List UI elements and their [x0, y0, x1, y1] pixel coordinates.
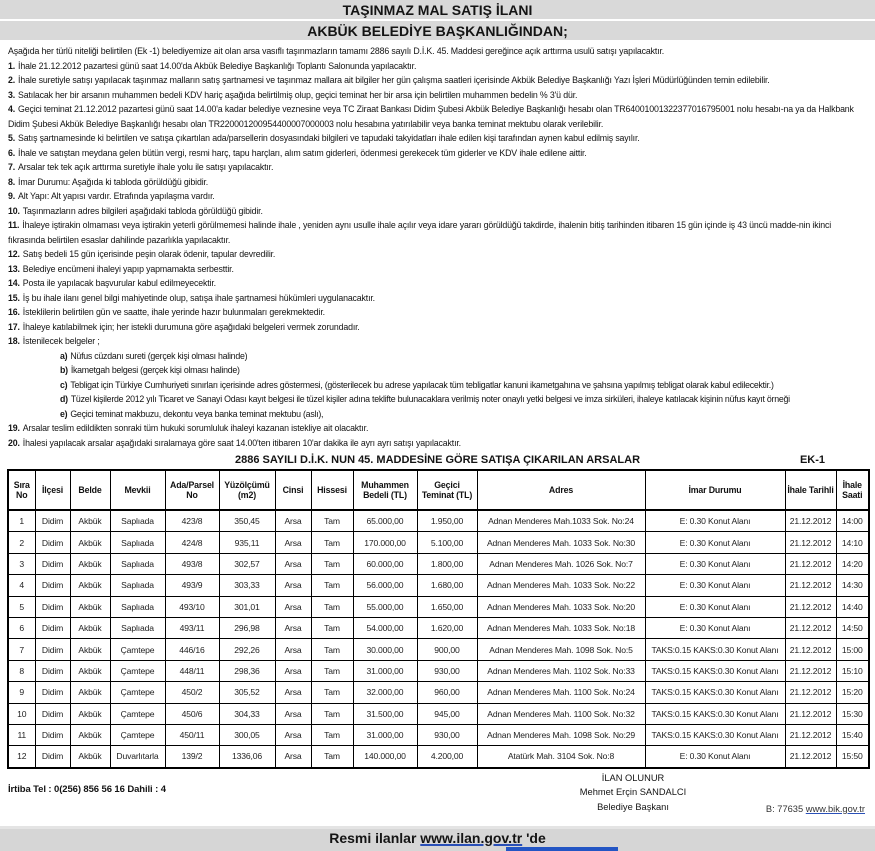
table-cell: 14:30	[836, 575, 869, 596]
table-cell: 930,00	[417, 724, 477, 745]
table-cell: 5.100,00	[417, 532, 477, 553]
table-cell: 21.12.2012	[785, 510, 836, 532]
column-header: Mevkii	[110, 470, 165, 510]
table-cell: Arsa	[275, 553, 311, 574]
notice-item	[8, 204, 868, 219]
notice-item	[8, 59, 868, 74]
table-cell: 139/2	[165, 746, 219, 768]
table-cell: 1336,06	[219, 746, 275, 768]
item-number: 14.	[8, 278, 20, 288]
notice-sub-item	[8, 392, 868, 407]
sub-item-text: Geçici teminat makbuzu, dekontu veya banka teminat mektubu (aslı),	[70, 408, 324, 419]
table-cell: 10	[8, 703, 35, 724]
notice-list	[8, 59, 868, 451]
table-cell: 140.000,00	[353, 746, 417, 768]
item-number: 18.	[8, 336, 20, 346]
table-cell: Didim	[35, 682, 70, 703]
table-cell: E: 0.30 Konut Alanı	[645, 746, 785, 768]
table-cell: 21.12.2012	[785, 703, 836, 724]
table-cell: 31.000,00	[353, 724, 417, 745]
item-number: 8.	[8, 176, 16, 187]
notice-body	[0, 40, 875, 450]
table-cell: 30.000,00	[353, 639, 417, 660]
table-cell: 296,98	[219, 617, 275, 638]
table-cell: E: 0.30 Konut Alanı	[645, 553, 785, 574]
notice-item	[8, 73, 868, 88]
table-cell: Saplıada	[110, 575, 165, 596]
sub-item-text: Nüfus cüzdanı sureti (gerçek kişi olması halinde)	[70, 350, 248, 361]
notice-item	[8, 276, 868, 291]
table-cell: Adnan Menderes Mah. 1100 Sok. No:32	[477, 703, 645, 724]
notice-item	[8, 189, 868, 204]
notice-item	[8, 305, 868, 320]
table-cell: 303,33	[219, 575, 275, 596]
table-cell: Arsa	[275, 703, 311, 724]
table-cell: 446/16	[165, 639, 219, 660]
notice-item	[8, 160, 868, 175]
item-text: Satış şartnamesinde ki belirtilen ve satışa çıkartılan ada/parsellerin dosyasındaki bilgileri ve tapudaki takyidatları ihale edilen kişi tarafından aynen kabul edilmiş sayılır.	[18, 133, 640, 143]
column-header: Sıra No	[8, 470, 35, 510]
signer-name: Mehmet Erçin SANDALCI	[579, 787, 687, 798]
item-number: 19.	[8, 423, 20, 433]
page-subtitle: AKBÜK BELEDİYE BAŞKANLIĞINDAN;	[307, 23, 568, 39]
table-cell: Didim	[35, 510, 70, 532]
bik-reference	[766, 804, 865, 814]
table-row	[8, 724, 869, 745]
item-number: 17.	[8, 321, 20, 332]
table-cell: 424/8	[165, 532, 219, 553]
notice-item	[8, 102, 868, 131]
table-cell: 31.000,00	[353, 660, 417, 681]
item-text: İstenilecek belgeler ;	[22, 336, 100, 346]
table-cell: Saplıada	[110, 553, 165, 574]
item-text: İmar Durumu: Aşağıda ki tabloda görüldüğü gibidir.	[18, 176, 209, 187]
table-cell: Çamtepe	[110, 703, 165, 724]
table-cell: E: 0.30 Konut Alanı	[645, 617, 785, 638]
table-cell: Adnan Menderes Mah. 1102 Sok. No:33	[477, 660, 645, 681]
intro-paragraph: Aşağıda her türlü niteliği belirtilen (Ek -1) belediyemize ait olan arsa vasıflı taşınmazların tamamı 2886 sayılı D.İ.K. 45. Maddesi gereğince açık arttırma usulü satışı yapılacaktır.	[8, 46, 665, 56]
table-cell: Çamtepe	[110, 724, 165, 745]
bik-url-link[interactable]: www.bik.gov.tr	[805, 803, 865, 814]
table-cell: 945,00	[417, 703, 477, 724]
item-text: İhaleye iştirakin olmaması veya iştirakin yeterli görülmemesi halinde ihale , yeniden aynı usulle ihale açılır veya idare yararı görüldüğü takdirde, ihalenin bitiş tarihinden itibaren 15 gün içinde iş 43 üncü madde-nin ikinci fıkrasında belirtilen esaslar dahilinde pazarlıkla yapılacaktır.	[8, 220, 832, 245]
column-header: Geçici Teminat (TL)	[417, 470, 477, 510]
table-cell: 6	[8, 617, 35, 638]
item-text: Satılacak her bir arsanın muhammen bedeli KDV hariç aşağıda belirtilmiş olup, geçici teminat her bir arsa için belirtilen muhammen bedelin % 3'ü dür.	[18, 89, 578, 100]
table-cell: Didim	[35, 532, 70, 553]
table-cell: Saplıada	[110, 532, 165, 553]
table-cell: 7	[8, 639, 35, 660]
table-cell: TAKS:0.15 KAKS:0.30 Konut Alanı	[645, 682, 785, 703]
notice-sub-item	[8, 349, 868, 364]
notice-item	[8, 421, 868, 436]
table-cell: 5	[8, 596, 35, 617]
sub-item-letter: a)	[60, 350, 68, 361]
table-cell: Arsa	[275, 682, 311, 703]
table-cell: Arsa	[275, 510, 311, 532]
bottom-bar-suffix: 'de	[526, 830, 546, 846]
table-cell: Didim	[35, 746, 70, 768]
table-cell: TAKS:0.15 KAKS:0.30 Konut Alanı	[645, 660, 785, 681]
table-cell: 304,33	[219, 703, 275, 724]
page-title: TAŞINMAZ MAL SATIŞ İLANI	[342, 2, 533, 18]
column-header: Yüzölçümü (m2)	[219, 470, 275, 510]
table-cell: 21.12.2012	[785, 746, 836, 768]
bik-code: B: 77635	[765, 803, 804, 814]
notice-sub-item	[8, 363, 868, 378]
bottom-bar	[0, 826, 875, 851]
table-cell: Akbük	[70, 553, 110, 574]
table-cell: Didim	[35, 617, 70, 638]
item-text: Belediye encümeni ihaleyi yapıp yapmamakta serbesttir.	[22, 263, 234, 274]
item-text: Alt Yapı: Alt yapısı vardır. Etrafında yapılaşma vardır.	[18, 191, 215, 201]
table-cell: 493/11	[165, 617, 219, 638]
table-cell: Arsa	[275, 617, 311, 638]
table-row	[8, 682, 869, 703]
table-cell: Tam	[311, 682, 353, 703]
table-cell: 14:50	[836, 617, 869, 638]
table-cell: 21.12.2012	[785, 596, 836, 617]
table-body	[8, 510, 869, 768]
notice-item	[8, 88, 868, 103]
item-text: Arsalar teslim edildikten sonraki tüm hukuki sorumluluk ihaleyi kazanan istekliye ait olacaktır.	[22, 423, 369, 433]
table-cell: Saplıada	[110, 510, 165, 532]
column-header: Hissesi	[311, 470, 353, 510]
table-cell: TAKS:0.15 KAKS:0.30 Konut Alanı	[645, 639, 785, 660]
sub-item-text: Tebligat için Türkiye Cumhuriyeti sınırları içerisinde adres göstermesi, (gösterilecek bu adrese yapılacak tüm tebligatlar kanuni ikametgahına ve şahsına yapılmış tebligat olarak kabul edilecektir.)	[70, 379, 774, 390]
table-row	[8, 575, 869, 596]
sub-item-letter: c)	[60, 379, 68, 390]
table-cell: Tam	[311, 703, 353, 724]
table-cell: Akbük	[70, 617, 110, 638]
table-cell: 15:00	[836, 639, 869, 660]
table-row	[8, 617, 869, 638]
item-text: İhale ve satıştan meydana gelen bütün vergi, resmi harç, tapu harçları, alım satım giderleri, ödenmesi gerekecek tüm giderler ve KDV ihale edilene aittir.	[18, 147, 587, 158]
table-cell: 21.12.2012	[785, 575, 836, 596]
table-cell: Akbük	[70, 724, 110, 745]
table-cell: Didim	[35, 553, 70, 574]
table-cell: 450/6	[165, 703, 219, 724]
item-text: Geçici teminat 21.12.2012 pazartesi günü saat 14.00'a kadar belediye veznesine veya TC Ziraat Bankası Didim Şubesi Akbük Belediye Başkanlığı hesabı olan TR64001001322377016795001 nolu hesabı-na ya da Halkbank Didim Şubesi Akbük Belediye Başkanlığı hesabı olan TR220001200954400007000003 nolu hesabına yatırılabilir veya banka teminat mektubu olarak verilebilir.	[8, 104, 854, 129]
item-text: İhale 21.12.2012 pazartesi günü saat 14.00'da Akbük Belediye Başkanlığı Toplantı Salonunda yapılacaktır.	[18, 60, 417, 71]
footer	[8, 771, 867, 817]
table-cell: 31.500,00	[353, 703, 417, 724]
table-cell: E: 0.30 Konut Alanı	[645, 532, 785, 553]
table-cell: E: 0.30 Konut Alanı	[645, 575, 785, 596]
column-header: İhale Tarihli	[785, 470, 836, 510]
table-cell: Tam	[311, 746, 353, 768]
table-cell: 493/9	[165, 575, 219, 596]
table-cell: 450/2	[165, 682, 219, 703]
item-text: İsteklilerin belirtilen gün ve saatte, ihale yerinde hazır bulunmaları gerekmektedir.	[22, 307, 325, 317]
table-cell: 350,45	[219, 510, 275, 532]
item-number: 2.	[8, 75, 16, 85]
table-cell: Akbük	[70, 596, 110, 617]
table-cell: Çamtepe	[110, 639, 165, 660]
table-cell: Tam	[311, 596, 353, 617]
table-cell: 56.000,00	[353, 575, 417, 596]
table-cell: Akbük	[70, 682, 110, 703]
notice-sub-item	[8, 378, 868, 393]
column-header: Belde	[70, 470, 110, 510]
table-cell: Çamtepe	[110, 682, 165, 703]
bottom-bar-prefix: Resmi ilanlar	[329, 830, 417, 846]
item-number: 20.	[8, 437, 20, 448]
sub-item-letter: e)	[60, 408, 68, 419]
column-header: Muhammen Bedeli (TL)	[353, 470, 417, 510]
table-cell: Tam	[311, 510, 353, 532]
ilan-url-link[interactable]: www.ilan.gov.tr	[420, 830, 523, 846]
annex-label: EK-1	[799, 454, 825, 466]
item-number: 6.	[8, 147, 16, 158]
table-cell: Adnan Menderes Mah. 1098 Sok. No:29	[477, 724, 645, 745]
table-cell: Adnan Menderes Mah. 1033 Sok. No:22	[477, 575, 645, 596]
table-cell: Adnan Menderes Mah. 1026 Sok. No:7	[477, 553, 645, 574]
table-cell: 493/10	[165, 596, 219, 617]
notice-item	[8, 436, 868, 451]
table-cell: Adnan Menderes Mah. 1033 Sok. No:20	[477, 596, 645, 617]
item-number: 3.	[8, 89, 16, 100]
table-cell: 450/11	[165, 724, 219, 745]
table-cell: 4	[8, 575, 35, 596]
table-cell: 300,05	[219, 724, 275, 745]
table-cell: 55.000,00	[353, 596, 417, 617]
table-row	[8, 639, 869, 660]
table-cell: 21.12.2012	[785, 617, 836, 638]
notice-sub-item	[8, 407, 868, 422]
table-cell: 15:50	[836, 746, 869, 768]
item-number: 10.	[8, 205, 20, 216]
item-number: 4.	[8, 104, 16, 114]
table-cell: 305,52	[219, 682, 275, 703]
table-cell: Akbük	[70, 510, 110, 532]
table-cell: 1.650,00	[417, 596, 477, 617]
table-cell: 423/8	[165, 510, 219, 532]
table-cell: 14:10	[836, 532, 869, 553]
table-cell: 900,00	[417, 639, 477, 660]
table-cell: Didim	[35, 703, 70, 724]
table-cell: 1.950,00	[417, 510, 477, 532]
table-cell: Adnan Menderes Mah. 1100 Sok. No:24	[477, 682, 645, 703]
signer-title: Belediye Başkanı	[597, 801, 669, 812]
table-cell: Arsa	[275, 596, 311, 617]
column-header: Adres	[477, 470, 645, 510]
table-cell: Adnan Menderes Mah. 1033 Sok. No:18	[477, 617, 645, 638]
table-cell: Didim	[35, 660, 70, 681]
table-cell: 14:20	[836, 553, 869, 574]
title-band	[0, 0, 875, 19]
table-cell: 65.000,00	[353, 510, 417, 532]
column-header: İlçesi	[35, 470, 70, 510]
table-cell: 448/11	[165, 660, 219, 681]
table-row	[8, 660, 869, 681]
table-cell: Adnan Menderes Mah. 1033 Sok. No:30	[477, 532, 645, 553]
table-cell: 4.200,00	[417, 746, 477, 768]
item-number: 1.	[8, 60, 16, 71]
table-row	[8, 746, 869, 768]
table-cell: 1.800,00	[417, 553, 477, 574]
table-cell: 493/8	[165, 553, 219, 574]
table-cell: Arsa	[275, 746, 311, 768]
table-cell: Didim	[35, 639, 70, 660]
table-cell: 960,00	[417, 682, 477, 703]
table-cell: Tam	[311, 660, 353, 681]
table-cell: 54.000,00	[353, 617, 417, 638]
item-text: İhaleye katılabilmek için; her istekli durumuna göre aşağıdaki belgeleri vermek zorundadır.	[22, 321, 360, 332]
table-cell: Didim	[35, 724, 70, 745]
table-cell: Arsa	[275, 724, 311, 745]
table-cell: Adnan Menderes Mah.1033 Sok. No:24	[477, 510, 645, 532]
table-cell: 11	[8, 724, 35, 745]
notice-item	[8, 218, 868, 247]
table-cell: Arsa	[275, 639, 311, 660]
table-cell: 14:00	[836, 510, 869, 532]
item-number: 13.	[8, 263, 20, 274]
table-cell: Tam	[311, 575, 353, 596]
table-cell: TAKS:0.15 KAKS:0.30 Konut Alanı	[645, 703, 785, 724]
table-cell: 21.12.2012	[785, 553, 836, 574]
table-cell: Akbük	[70, 639, 110, 660]
table-cell: 170.000,00	[353, 532, 417, 553]
contact-phone: İrtiba Tel : 0(256) 856 56 16 Dahili : 4	[8, 783, 166, 795]
table-cell: Tam	[311, 639, 353, 660]
table-cell: 21.12.2012	[785, 660, 836, 681]
table-cell: Akbük	[70, 575, 110, 596]
table-title-row	[0, 453, 875, 467]
item-number: 7.	[8, 162, 16, 172]
table-cell: Atatürk Mah. 3104 Sok. No:8	[477, 746, 645, 768]
table-cell: E: 0.30 Konut Alanı	[645, 510, 785, 532]
table-cell: 3	[8, 553, 35, 574]
signature-block	[528, 771, 738, 815]
sub-item-letter: b)	[60, 365, 68, 375]
item-text: Posta ile yapılacak başvurular kabul edilmeyecektir.	[22, 278, 216, 288]
table-cell: 15:10	[836, 660, 869, 681]
item-text: Taşınmazların adres bilgileri aşağıdaki tabloda görüldüğü gibidir.	[22, 205, 263, 216]
table-cell: 1	[8, 510, 35, 532]
table-cell: Akbük	[70, 746, 110, 768]
table-cell: 60.000,00	[353, 553, 417, 574]
table-cell: Saplıada	[110, 596, 165, 617]
table-cell: E: 0.30 Konut Alanı	[645, 596, 785, 617]
table-header-row	[8, 470, 869, 510]
item-text: Satış bedeli 15 gün içerisinde peşin olarak ödenir, tapular devredilir.	[22, 249, 276, 259]
table-row	[8, 703, 869, 724]
column-header: Cinsi	[275, 470, 311, 510]
table-cell: 32.000,00	[353, 682, 417, 703]
sub-item-text: İkametgah belgesi (gerçek kişi olması halinde)	[70, 365, 240, 375]
table-cell: 930,00	[417, 660, 477, 681]
table-cell: Tam	[311, 532, 353, 553]
item-number: 15.	[8, 292, 20, 303]
table-cell: Tam	[311, 724, 353, 745]
item-text: İhale suretiyle satışı yapılacak taşınmaz malların satış şartnamesi ve taşınmaz mallara ait bilgiler her gün çalışma saatleri içerisinde Akbük Belediye Başkanlığı Yazı İşleri Müdürlüğünden temin edilebilir.	[18, 75, 770, 85]
table-cell: 21.12.2012	[785, 724, 836, 745]
table-cell: Duvarlıtarla	[110, 746, 165, 768]
table-cell: Akbük	[70, 660, 110, 681]
sub-item-letter: d)	[60, 394, 68, 404]
notice-item	[8, 131, 868, 146]
column-header: İhale Saati	[836, 470, 869, 510]
proclamation-text: İLAN OLUNUR	[601, 772, 665, 783]
item-number: 5.	[8, 133, 16, 143]
item-number: 11.	[8, 220, 20, 230]
notice-item	[8, 247, 868, 262]
item-number: 16.	[8, 307, 20, 317]
table-cell: Didim	[35, 596, 70, 617]
item-text: İhalesi yapılacak arsalar aşağıdaki sıralamaya göre saat 14.00'ten itibaren 10'ar dakika ile ayrı ayrı satışı yapılacaktır.	[22, 437, 461, 448]
item-number: 9.	[8, 191, 16, 201]
table-cell: Saplıada	[110, 617, 165, 638]
table-cell: Arsa	[275, 660, 311, 681]
table-cell: 292,26	[219, 639, 275, 660]
table-row	[8, 596, 869, 617]
table-cell: TAKS:0.15 KAKS:0.30 Konut Alanı	[645, 724, 785, 745]
table-cell: Tam	[311, 553, 353, 574]
table-cell: Adnan Menderes Mah. 1098 Sok. No:5	[477, 639, 645, 660]
table-cell: 21.12.2012	[785, 639, 836, 660]
table-cell: Arsa	[275, 575, 311, 596]
table-cell: 15:30	[836, 703, 869, 724]
table-cell: 2	[8, 532, 35, 553]
item-number: 12.	[8, 249, 20, 259]
table-cell: 935,11	[219, 532, 275, 553]
parcels-table	[7, 469, 870, 769]
notice-item	[8, 146, 868, 161]
table-cell: 298,36	[219, 660, 275, 681]
table-cell: 302,57	[219, 553, 275, 574]
table-cell: Akbük	[70, 703, 110, 724]
subtitle-band	[0, 21, 875, 40]
notice-item	[8, 320, 868, 335]
notice-item	[8, 291, 868, 306]
column-header: İmar Durumu	[645, 470, 785, 510]
table-cell: 301,01	[219, 596, 275, 617]
table-row	[8, 532, 869, 553]
table-cell: Didim	[35, 575, 70, 596]
table-title: 2886 SAYILI D.İ.K. NUN 45. MADDESİNE GÖRE SATIŞA ÇIKARILAN ARSALAR	[234, 454, 641, 466]
table-row	[8, 553, 869, 574]
notice-item	[8, 175, 868, 190]
notice-item	[8, 334, 868, 349]
table-row	[8, 510, 869, 532]
partial-blue-box	[506, 847, 618, 851]
notice-item	[8, 262, 868, 277]
table-cell: Tam	[311, 617, 353, 638]
table-cell: Çamtepe	[110, 660, 165, 681]
table-cell: 1.680,00	[417, 575, 477, 596]
item-text: İş bu ihale ilanı genel bilgi mahiyetinde olup, satışa ihale şartnamesi hükümleri uygulanacaktır.	[22, 292, 375, 303]
table-cell: 1.620,00	[417, 617, 477, 638]
table-cell: 8	[8, 660, 35, 681]
table-cell: 21.12.2012	[785, 532, 836, 553]
table-cell: 15:20	[836, 682, 869, 703]
table-cell: 15:40	[836, 724, 869, 745]
table-cell: 21.12.2012	[785, 682, 836, 703]
table-cell: Akbük	[70, 532, 110, 553]
table-cell: Arsa	[275, 532, 311, 553]
sub-item-text: Tüzel kişilerde 2012 yılı Ticaret ve Sanayi Odası kayıt belgesi ile tüzel kişiler adına teklifte bulunacaklara verilmiş noter onaylı yetki belgesi ve imza sirküleri, ihaleye katılacak kişinin nüfus kayıt örneği	[70, 394, 790, 404]
column-header: Ada/Parsel No	[165, 470, 219, 510]
table-cell: 9	[8, 682, 35, 703]
item-text: Arsalar tek tek açık arttırma suretiyle ihale yolu ile satışı yapılacaktır.	[18, 162, 274, 172]
table-cell: 14:40	[836, 596, 869, 617]
table-cell: 12	[8, 746, 35, 768]
